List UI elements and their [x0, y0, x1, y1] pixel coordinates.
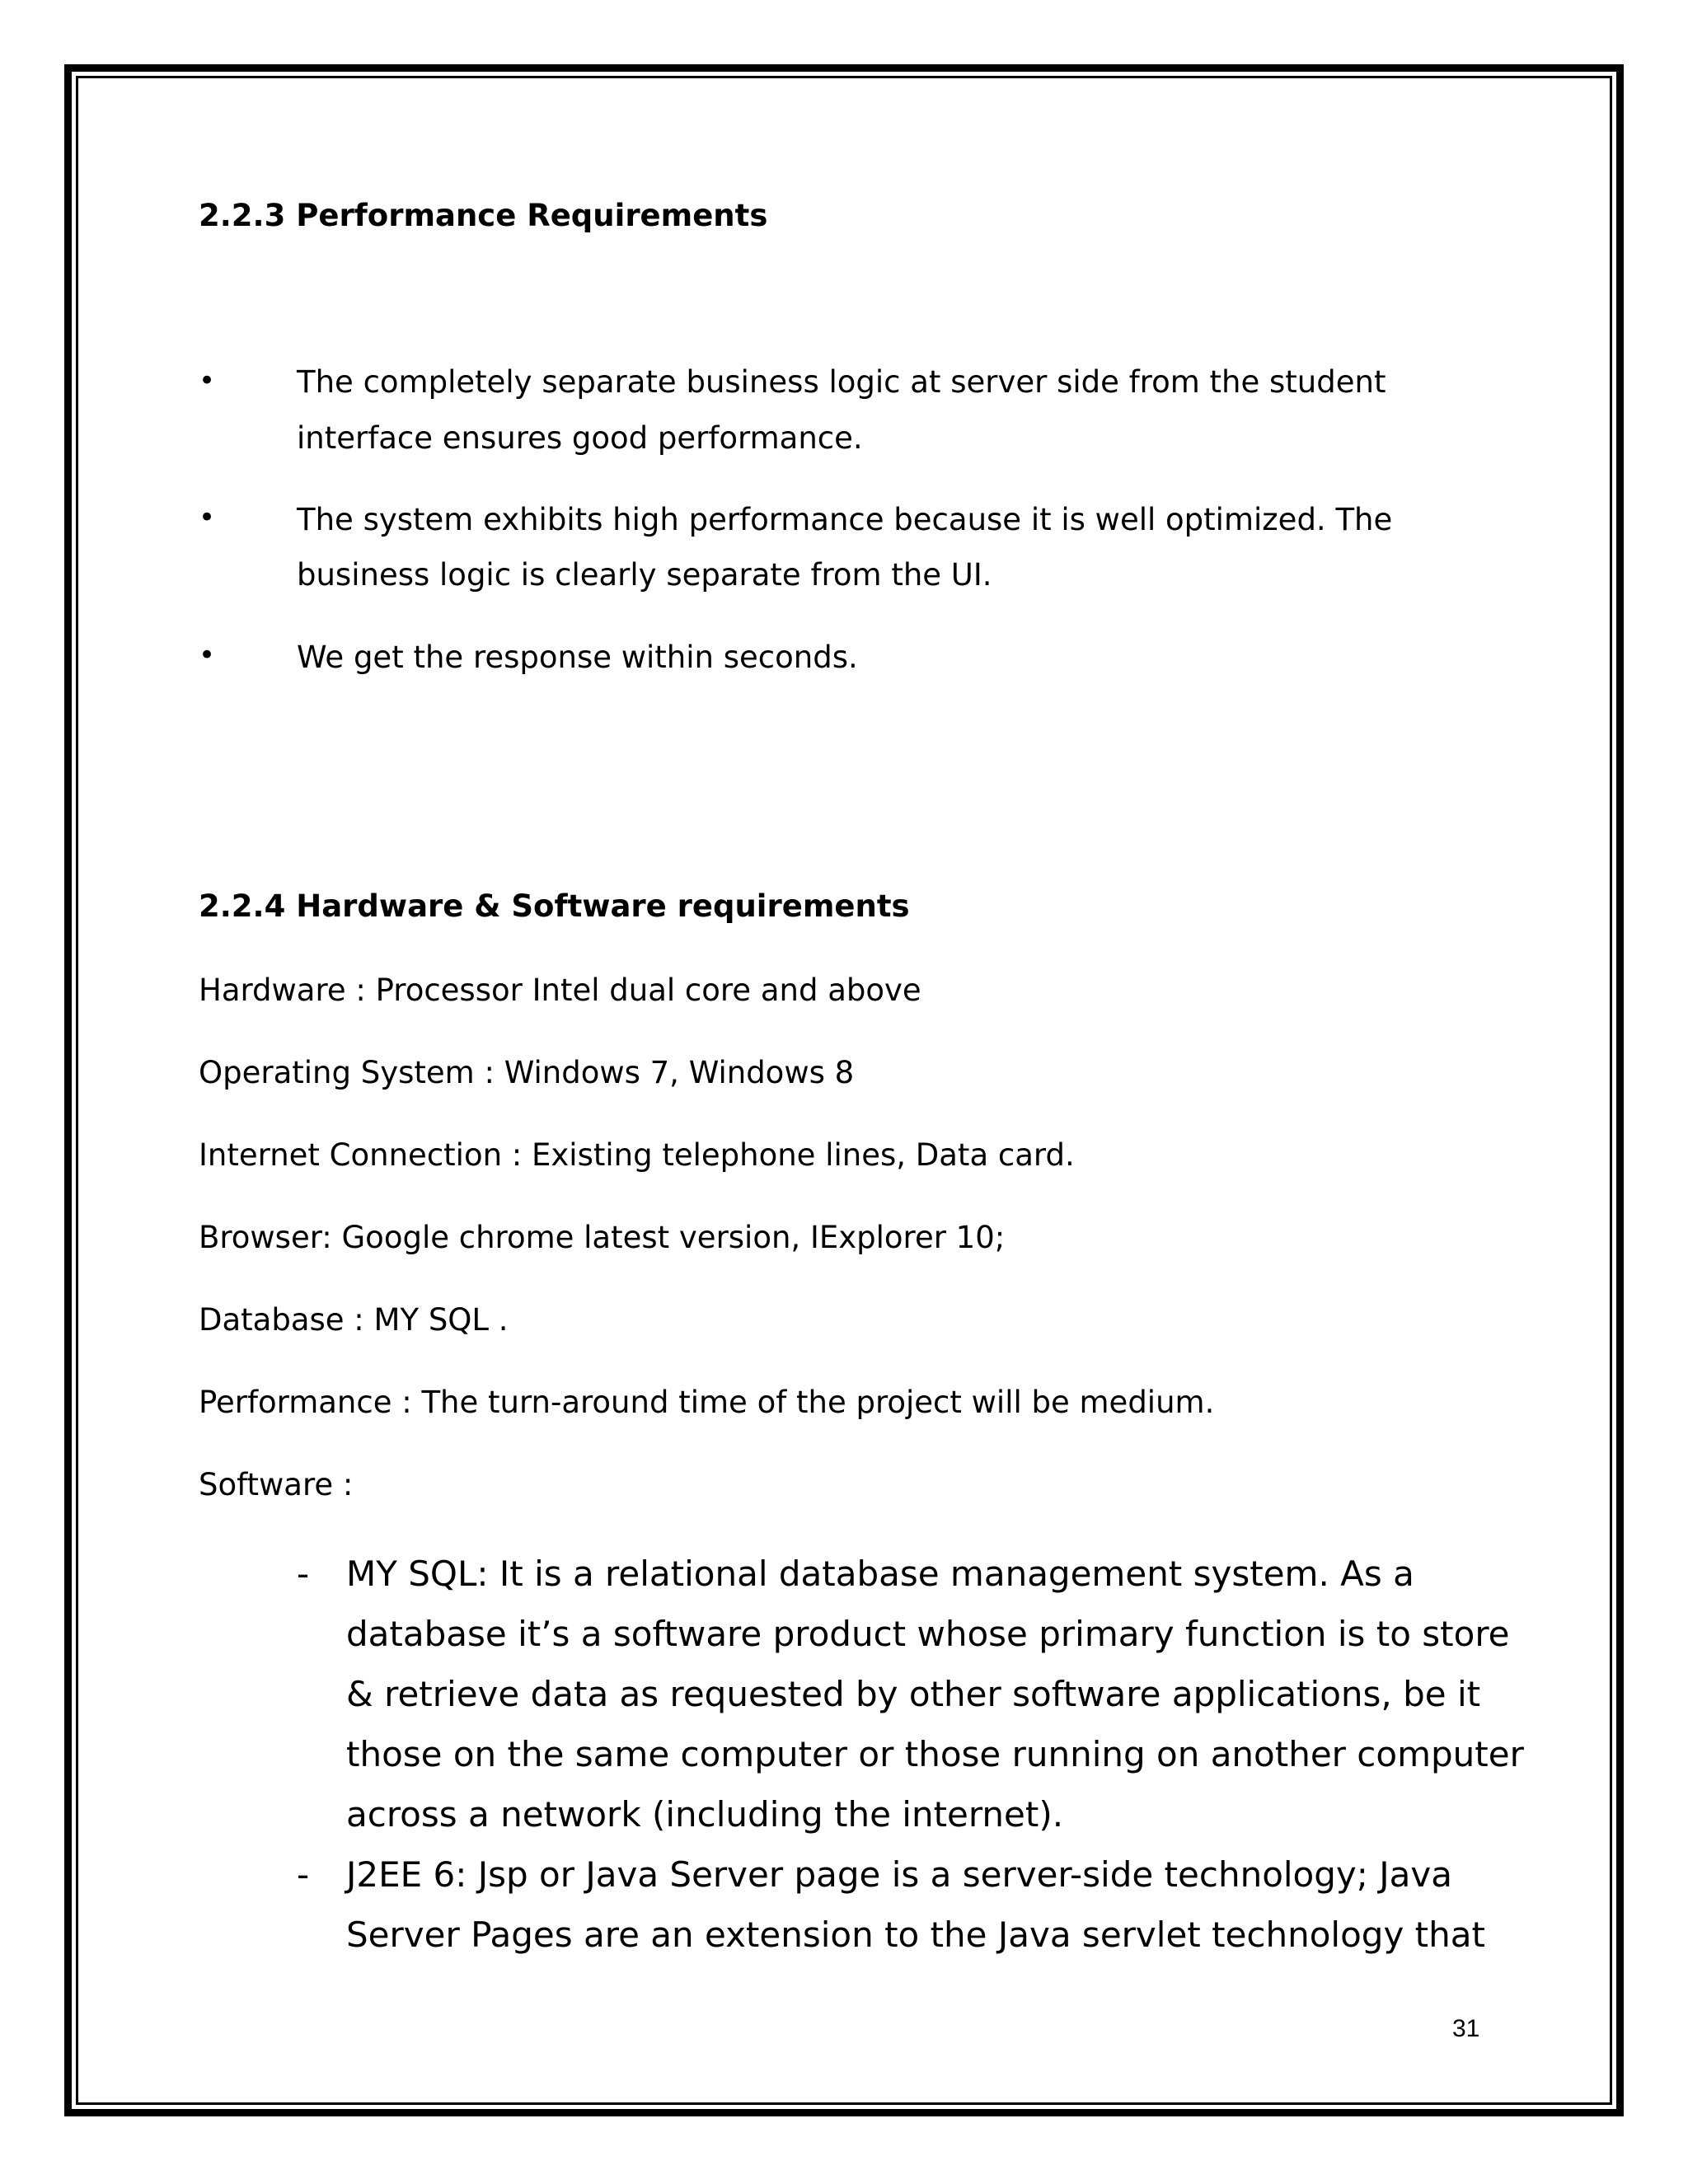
software-item-line: Server Pages are an extension to the Java servlet technology that [346, 1915, 1485, 1955]
section-heading-hardware-software: 2.2.4 Hardware & Software requirements [199, 888, 910, 924]
software-item-line: J2EE 6: Jsp or Java Server page is a server-side technology; Java [346, 1854, 1452, 1895]
requirement-row-performance: Performance : The turn-around time of the project will be medium. [199, 1385, 1215, 1420]
software-item-line: & retrieve data as requested by other software applications, be it [346, 1674, 1481, 1714]
bullet-text-line: business logic is clearly separate from the UI. [297, 557, 992, 593]
bullet-icon: • [199, 364, 216, 397]
requirement-row-database: Database : MY SQL . [199, 1302, 509, 1338]
requirement-row-browser: Browser: Google chrome latest version, IExplorer 10; [199, 1220, 1006, 1255]
bullet-text-line: interface ensures good performance. [297, 420, 863, 456]
bullet-icon: • [199, 639, 216, 672]
bullet-text-line: The completely separate business logic at server side from the student [297, 364, 1386, 400]
requirement-row-hardware: Hardware : Processor Intel dual core and above [199, 972, 921, 1008]
bullet-icon: • [199, 501, 216, 534]
software-item-line: MY SQL: It is a relational database management system. As a [346, 1554, 1414, 1594]
page-number: 31 [1452, 2015, 1480, 2042]
section-heading-performance: 2.2.3 Performance Requirements [199, 198, 768, 233]
requirement-row-software: Software : [199, 1467, 354, 1502]
software-item-line: those on the same computer or those running on another computer [346, 1734, 1524, 1774]
software-item-line: across a network (including the internet). [346, 1794, 1064, 1835]
dash-bullet: - [297, 1554, 310, 1594]
bullet-text-line: We get the response within seconds. [297, 640, 858, 675]
dash-bullet: - [297, 1854, 310, 1895]
requirement-row-internet: Internet Connection : Existing telephone lines, Data card. [199, 1137, 1075, 1173]
software-item-line: database it’s a software product whose primary function is to store [346, 1614, 1510, 1654]
bullet-text-line: The system exhibits high performance because it is well optimized. The [297, 502, 1393, 537]
requirement-row-os: Operating System : Windows 7, Windows 8 [199, 1055, 855, 1090]
